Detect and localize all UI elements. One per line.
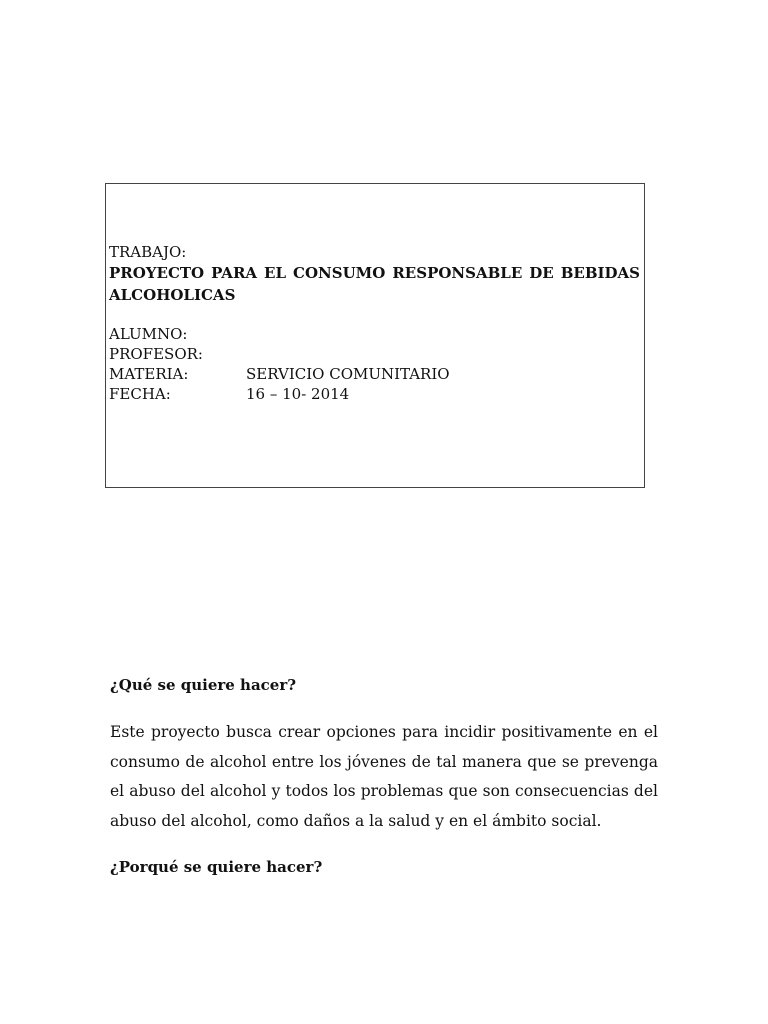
field-row-alumno [109, 324, 640, 344]
section-paragraph: Este proyecto busca crear opciones para incidir positivamente en el consumo de alcohol entre los jóvenes de tal manera que se prevenga el abuso del alcohol y todos los problemas que son consecuencias del abuso del alcohol, como daños a la salud y en el ámbito social. [110, 723, 658, 830]
field-label: PROFESOR: [109, 345, 203, 363]
field-row-fecha [109, 384, 640, 404]
section-heading-porque: ¿Porqué se quiere hacer? [110, 858, 323, 876]
field-value: 16 – 10- 2014 [246, 385, 350, 403]
project-title-line2: ALCOHOLICAS [109, 286, 236, 304]
project-title-line1: PROYECTO PARA EL CONSUMO RESPONSABLE DE BEBIDAS [109, 264, 640, 282]
field-label: FECHA: [109, 385, 171, 403]
field-value [246, 344, 640, 364]
field-label: ALUMNO: [109, 325, 188, 343]
field-value [246, 324, 640, 344]
trabajo-label: TRABAJO: [109, 243, 187, 261]
field-row-materia [109, 364, 640, 384]
field-value: SERVICIO COMUNITARIO [246, 365, 450, 383]
field-label: MATERIA: [109, 365, 189, 383]
field-row-profesor [109, 344, 640, 364]
section-heading-que: ¿Qué se quiere hacer? [110, 676, 297, 694]
cover-box [105, 183, 645, 488]
